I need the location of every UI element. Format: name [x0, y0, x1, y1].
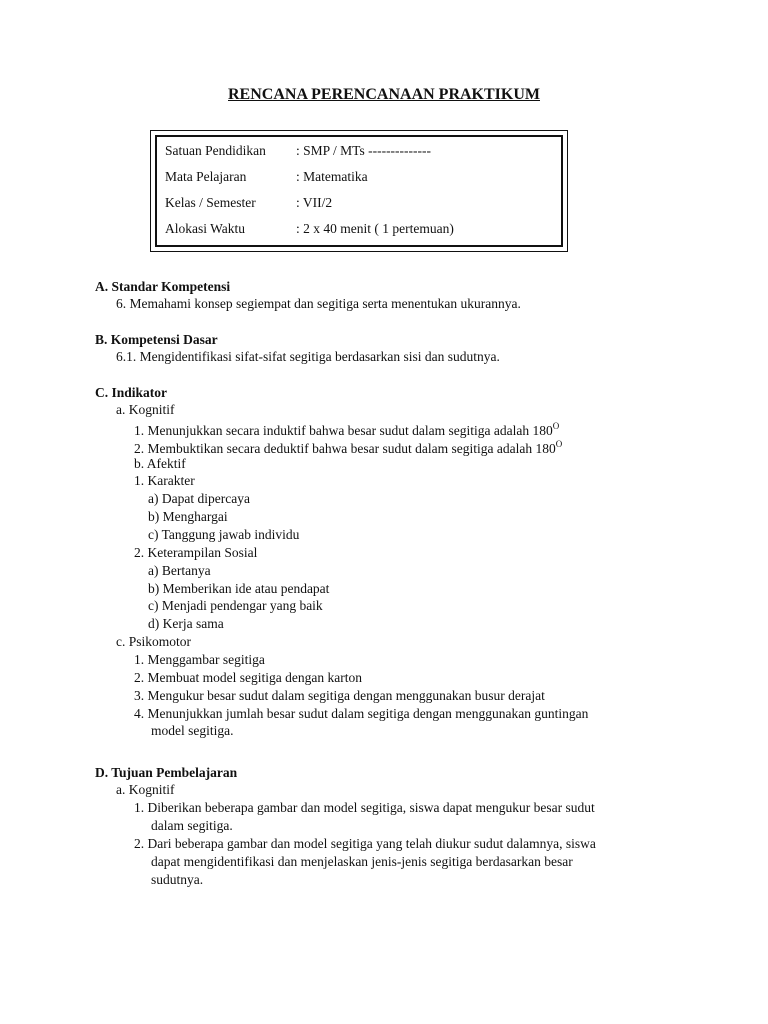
list-item: c) Tanggung jawab individu: [148, 527, 300, 542]
list-item: 1. Diberikan beberapa gambar dan model segitiga, siswa dapat mengukur besar sudut: [134, 800, 595, 815]
identity-value: : VII/2: [296, 195, 333, 210]
identity-value: : Matematika: [296, 169, 368, 184]
section-c-heading: C. Indikator: [95, 385, 168, 400]
list-item-continuation: model segitiga.: [151, 723, 234, 738]
indicator-a-label: a. Kognitif: [116, 402, 175, 417]
section-a-heading: A. Standar Kompetensi: [95, 279, 231, 294]
list-item-continuation: dapat mengidentifikasi dan menjelaskan jenis-jenis segitiga berdasarkan besar: [151, 854, 573, 869]
section-b-text: 6.1. Mengidentifikasi sifat-sifat segitiga berdasarkan sisi dan sudutnya.: [116, 349, 500, 364]
indicator-b2-label: 2. Keterampilan Sosial: [134, 545, 258, 560]
indicator-c-label: c. Psikomotor: [116, 634, 192, 649]
list-item: 4. Menunjukkan jumlah besar sudut dalam segitiga dengan menggunakan guntingan: [134, 706, 589, 721]
list-item: d) Kerja sama: [148, 616, 224, 631]
identity-label: Satuan Pendidikan: [165, 143, 266, 158]
list-item-continuation: sudutnya.: [151, 872, 204, 887]
list-item: 1. Menggambar segitiga: [134, 652, 265, 667]
list-item: 3. Mengukur besar sudut dalam segitiga dengan menggunakan busur derajat: [134, 688, 545, 703]
identity-label: Kelas / Semester: [165, 195, 256, 210]
section-a-text: 6. Memahami konsep segiempat dan segitiga serta menentukan ukurannya.: [116, 296, 521, 311]
list-item-continuation: dalam segitiga.: [151, 818, 233, 833]
indicator-a1: 1. Menunjukkan secara induktif bahwa besar sudut dalam segitiga adalah $180^O$: [134, 421, 560, 438]
list-item: b) Menghargai: [148, 509, 228, 524]
objective-a-label: a. Kognitif: [116, 782, 175, 797]
indicator-a2: 2. Membuktikan secara deduktif bahwa besar sudut dalam segitiga adalah $180^O$: [134, 439, 563, 456]
list-item: 2. Dari beberapa gambar dan model segitiga yang telah diukur sudut dalamnya, siswa: [134, 836, 596, 851]
section-b-heading: B. Kompetensi Dasar: [95, 332, 218, 347]
document-title: RENCANA PERENCANAAN PRAKTIKUM: [228, 86, 540, 103]
list-item: a) Bertanya: [148, 563, 211, 578]
identity-value: : 2 x 40 menit ( 1 pertemuan): [296, 221, 454, 236]
degree-symbol: O: [552, 421, 560, 431]
list-item: a) Dapat dipercaya: [148, 491, 250, 506]
list-item: 2. Membuat model segitiga dengan karton: [134, 670, 362, 685]
identity-label: Mata Pelajaran: [165, 169, 247, 184]
indicator-b1-label: 1. Karakter: [134, 473, 195, 488]
list-item: c) Menjadi pendengar yang baik: [148, 598, 323, 613]
identity-label: Alokasi Waktu: [165, 221, 246, 236]
section-d-heading: D. Tujuan Pembelajaran: [95, 765, 238, 780]
indicator-b-label: b. Afektif: [134, 456, 186, 471]
list-item: b) Memberikan ide atau pendapat: [148, 581, 330, 596]
identity-value: : SMP / MTs --------------: [296, 143, 432, 158]
degree-symbol: O: [555, 439, 563, 449]
identity-box: [150, 130, 568, 252]
